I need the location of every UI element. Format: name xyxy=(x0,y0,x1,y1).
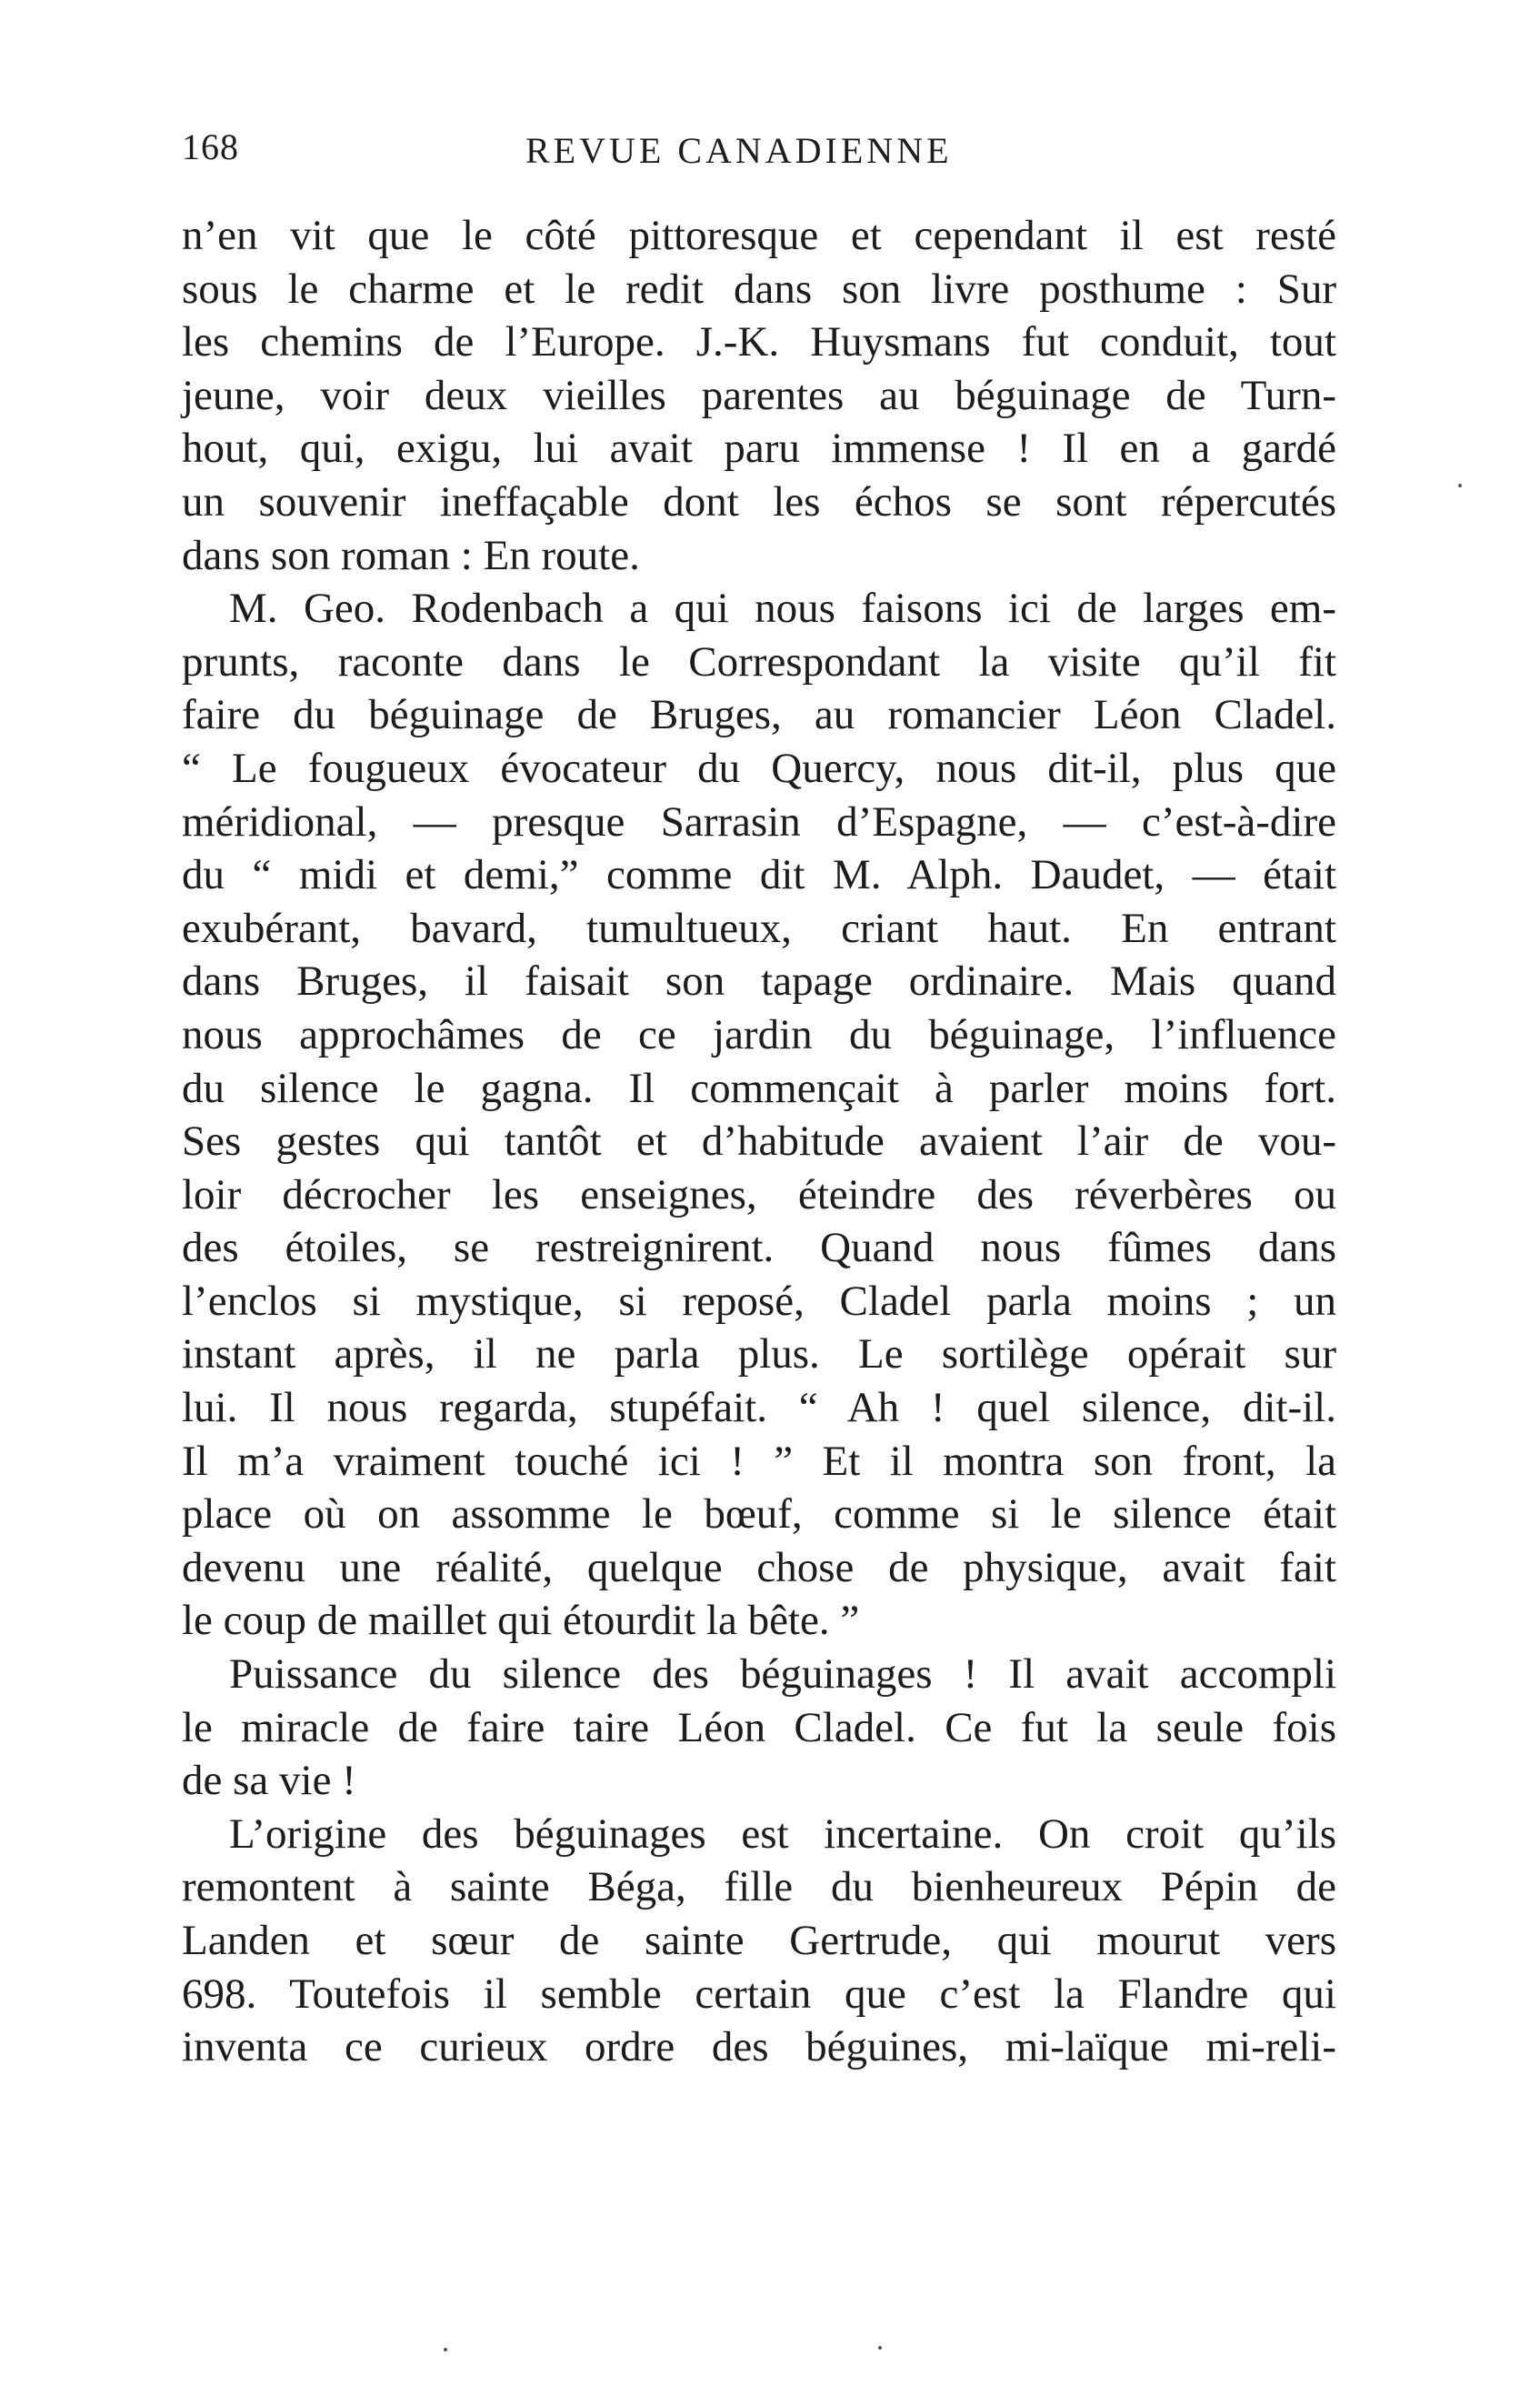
text-line: n’en vit que le côté pittoresque et cependant il est resté xyxy=(182,212,1336,259)
text-line: un souvenir ineffaçable dont les échos se sont répercutés xyxy=(182,477,1336,526)
text-line: remontent à sainte Béga, fille du bienheureux Pépin de xyxy=(182,1863,1336,1911)
text-line: le coup de maillet qui étourdit la bête. ” xyxy=(182,1597,860,1645)
text-line: hout, qui, exigu, lui avait paru immense ! Il en a gardé xyxy=(182,425,1336,473)
text-line: Ses gestes qui tantôt et d’habitude avaient l’air de vou- xyxy=(182,1118,1336,1166)
text-line: M. Geo. Rodenbach a qui nous faisons ici de larges em- xyxy=(229,585,1336,633)
paper-speck xyxy=(878,2346,882,2350)
paper-speck xyxy=(444,2348,447,2351)
body-text xyxy=(182,209,1336,2074)
paper-speck xyxy=(1458,484,1462,487)
text-line: des étoiles, se restreignirent. Quand nous fûmes dans xyxy=(182,1224,1336,1272)
text-line: Il m’a vraiment touché ici ! ” Et il montra son front, la xyxy=(182,1437,1336,1485)
text-line: devenu une réalité, quelque chose de physique, avait fait xyxy=(182,1543,1336,1591)
text-line: dans Bruges, il faisait son tapage ordinaire. Mais quand xyxy=(182,957,1336,1006)
text-line: l’enclos si mystique, si reposé, Cladel parla moins ; un xyxy=(182,1277,1336,1325)
text-line: jeune, voir deux vieilles parentes au béguinage de Turn- xyxy=(182,371,1336,419)
text-line: faire du béguinage de Bruges, au romancier Léon Cladel. xyxy=(182,691,1336,739)
text-line: de sa vie ! xyxy=(182,1757,356,1805)
text-line: place où on assomme le bœuf, comme si le silence était xyxy=(182,1490,1336,1539)
text-line: les chemins de l’Europe. J.-K. Huysmans fut conduit, tout xyxy=(182,318,1336,366)
text-line: loir décrocher les enseignes, éteindre des réverbères ou xyxy=(182,1170,1336,1218)
text-line: le miracle de faire taire Léon Cladel. Ce fut la seule fois xyxy=(182,1703,1336,1751)
page-header xyxy=(182,125,1364,180)
text-line: du “ midi et demi,” comme dit M. Alph. Daudet, — était xyxy=(182,851,1336,899)
text-line: instant après, il ne parla plus. Le sortilège opérait sur xyxy=(182,1330,1336,1378)
text-line: méridional, — presque Sarrasin d’Espagne, — c’est-à-dire xyxy=(182,797,1336,846)
text-line: L’origine des béguinages est incertaine. On croit qu’ils xyxy=(229,1810,1336,1858)
text-line: du silence le gagna. Il commençait à parler moins fort. xyxy=(182,1064,1336,1112)
text-line: “ Le fougueux évocateur du Quercy, nous dit-il, plus que xyxy=(182,744,1336,792)
text-line: Puissance du silence des béguinages ! Il avait accompli xyxy=(229,1650,1336,1699)
text-line: inventa ce curieux ordre des béguines, mi-laïque mi-reli- xyxy=(182,2023,1336,2071)
text-line: Landen et sœur de sainte Gertrude, qui mourut vers xyxy=(182,1917,1336,1964)
text-line: exubérant, bavard, tumultueux, criant haut. En entrant xyxy=(182,904,1336,952)
text-line: sous le charme et le redit dans son livre posthume : Sur xyxy=(182,265,1336,313)
text-line: dans son roman : En route. xyxy=(182,531,640,579)
text-line: lui. Il nous regarda, stupéfait. “ Ah ! quel silence, dit-il. xyxy=(182,1384,1336,1432)
text-line: prunts, raconte dans le Correspondant la visite qu’il fit xyxy=(182,637,1336,686)
running-head: REVUE CANADIENNE xyxy=(525,130,953,171)
page-number: 168 xyxy=(182,126,239,167)
text-line: 698. Toutefois il semble certain que c’est la Flandre qui xyxy=(182,1970,1336,2018)
text-line: nous approchâmes de ce jardin du béguinage, l’influence xyxy=(182,1010,1336,1058)
